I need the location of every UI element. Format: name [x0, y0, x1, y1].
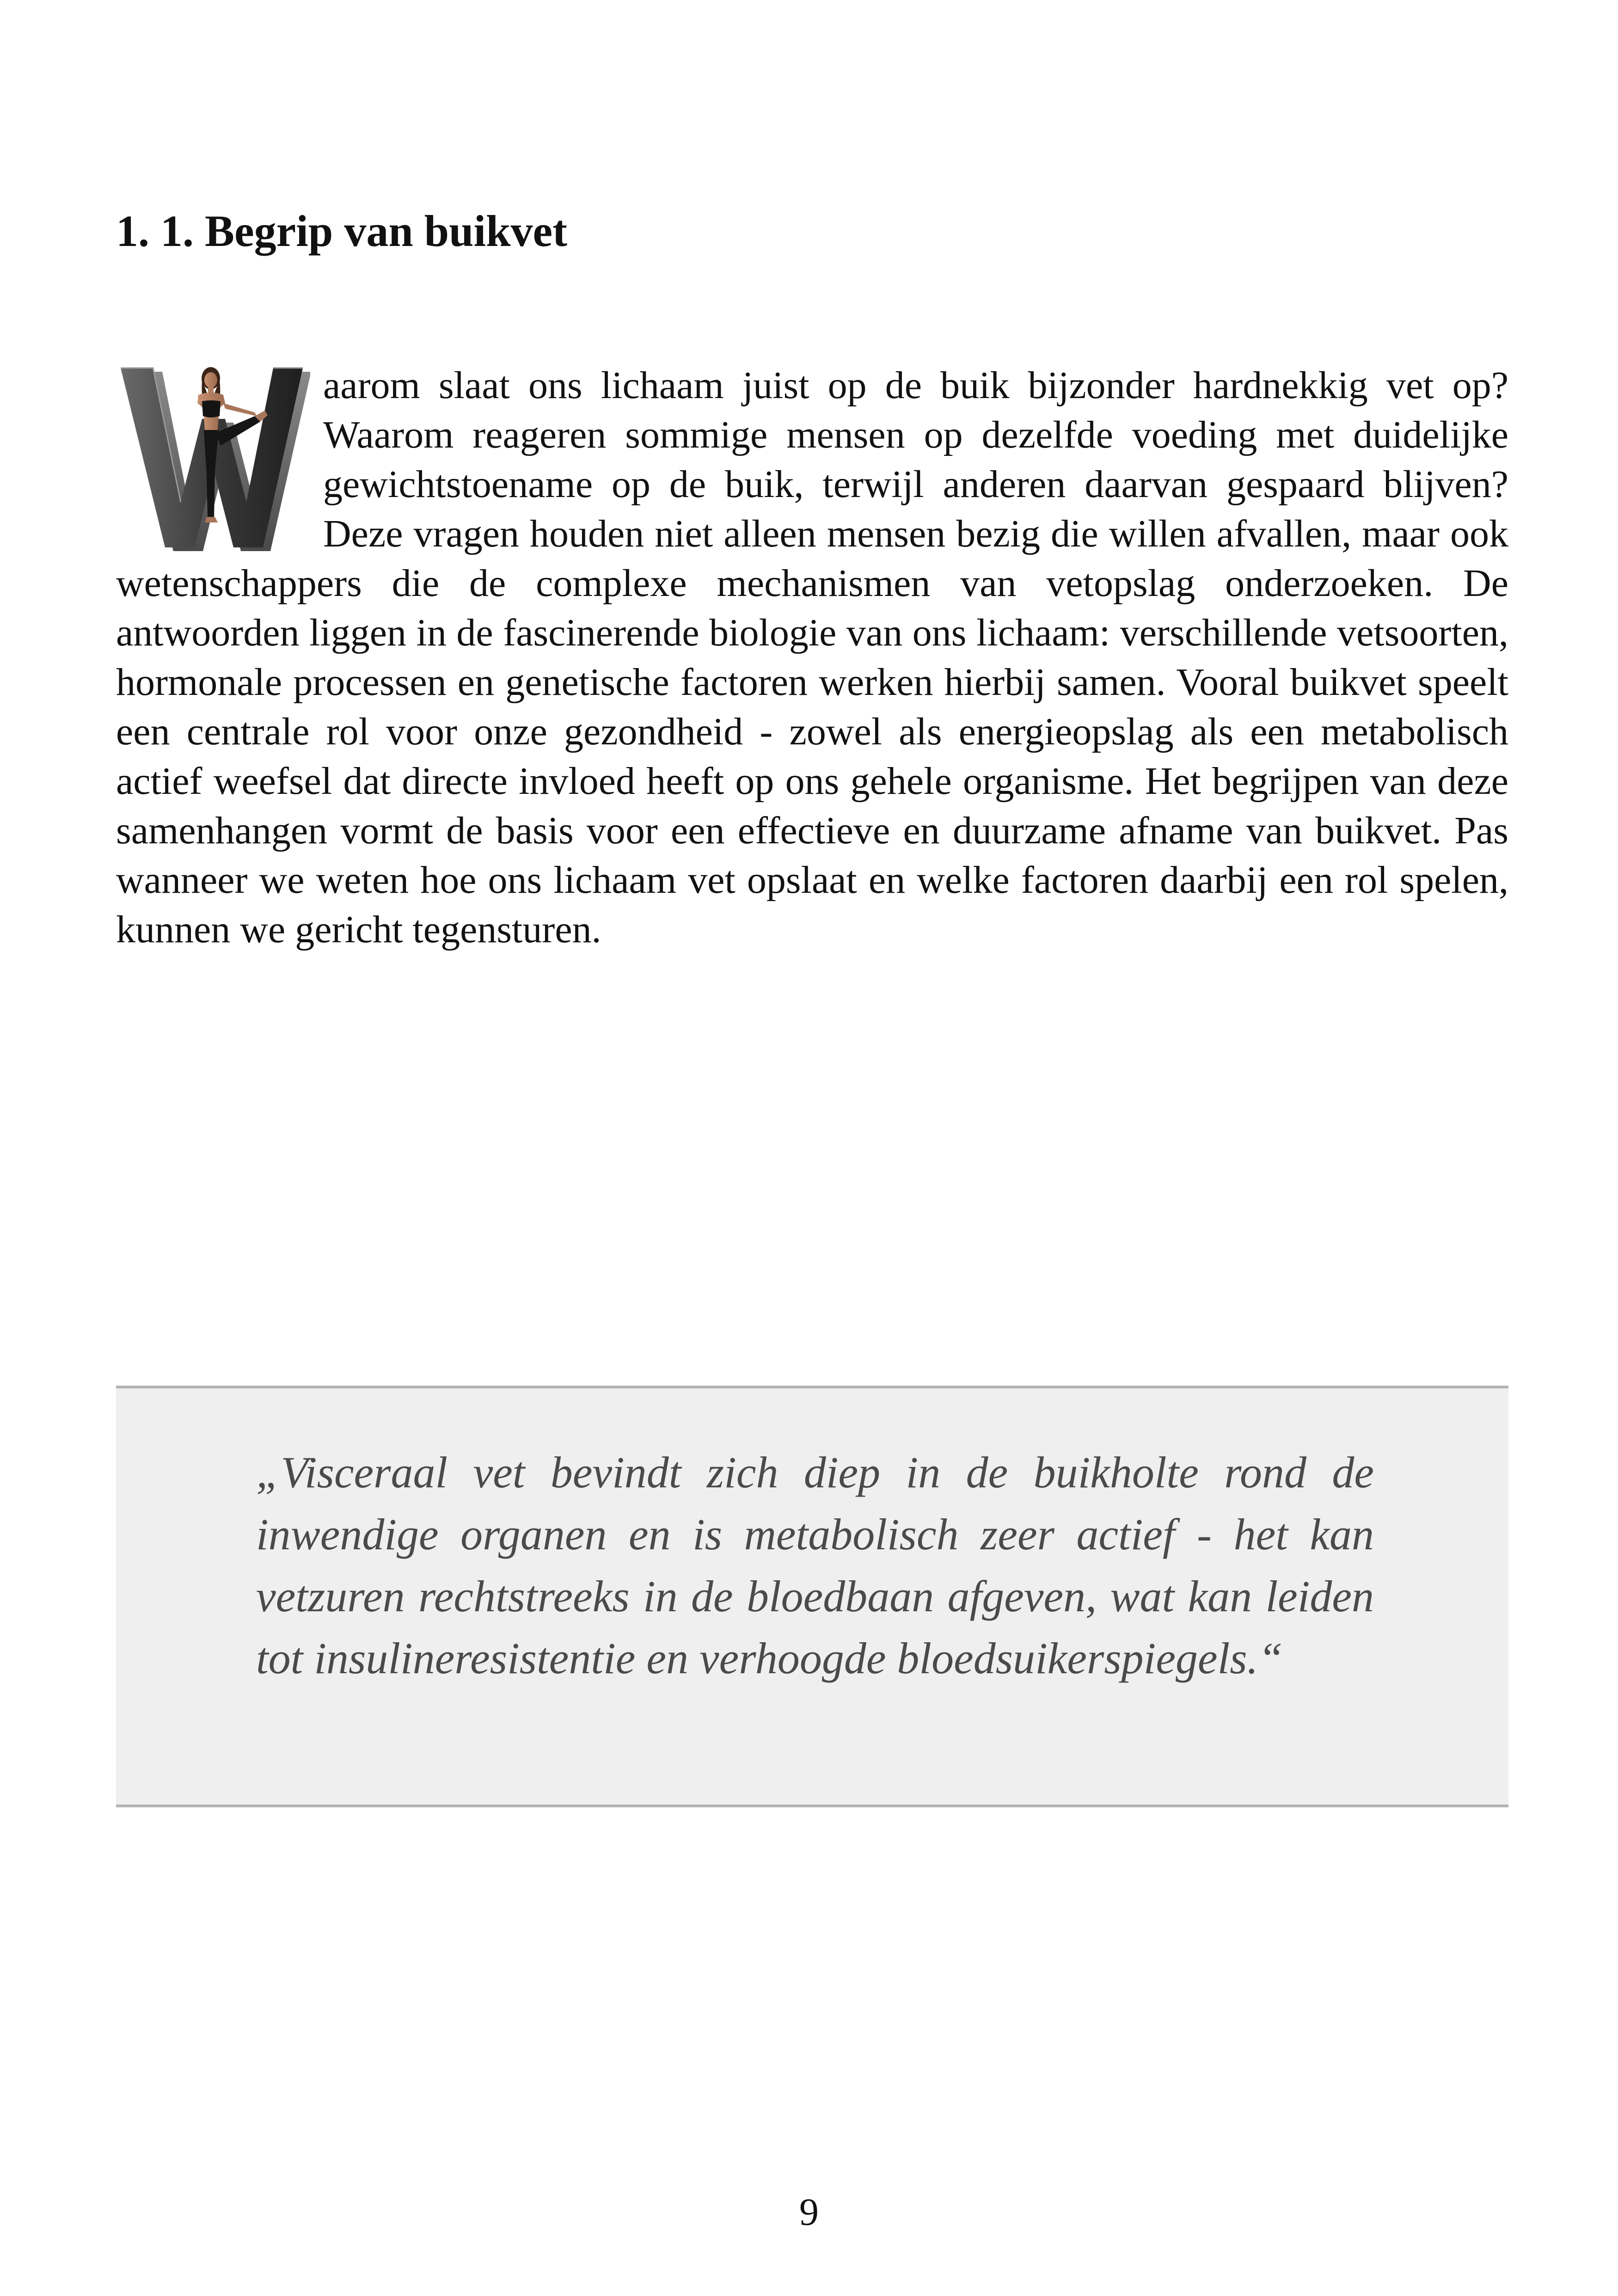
intro-paragraph-text: aarom slaat ons lichaam juist op de buik bijzonder hardnekkig vet op? Waarom reageren sommige mensen op dezelfde voeding met duidelijke gewichtstoename op de buik, terwijl anderen daarvan gespaard blijven? Deze vragen houden niet alleen mensen bezig die willen afvallen, maar ook wetenschappers die de complexe mechanismen van vetopslag onderzoeken. De antwoorden liggen in de fascinerende biologie van ons lichaam: verschillende vetsoorten, hormonale processen en genetische factoren werken hierbij samen. Vooral buikvet speelt een centrale rol voor onze gezondheid - zowel als energieopslag als een metabolisch actief weefsel dat directe invloed heeft op ons gehele organisme. Het begrijpen van deze samenhangen vormt de basis voor een effectieve en duurzame afname van buikvet. Pas wanneer we weten hoe ons lichaam vet opslaat en welke factoren daarbij een rol spelen, kunnen we gericht tegensturen. — [116, 364, 1508, 951]
yoga-woman-w-letter-icon — [116, 364, 310, 552]
pull-quote-box — [116, 1386, 1508, 1807]
pull-quote-text: „Visceraal vet bevindt zich diep in de buikholte rond de inwendige organen en is metabolisch zeer actief - het kan vetzuren rechtstreeks in de bloedbaan afgeven, wat kan leiden tot insulineresistentie en verhoogde bloedsuikerspiegels.“ — [256, 1448, 1374, 1683]
intro-paragraph — [116, 361, 1508, 954]
dropcap-w-illustration — [116, 364, 310, 552]
section-heading: 1. 1. Begrip van buikvet — [116, 206, 568, 256]
page-number: 9 — [799, 2191, 819, 2234]
